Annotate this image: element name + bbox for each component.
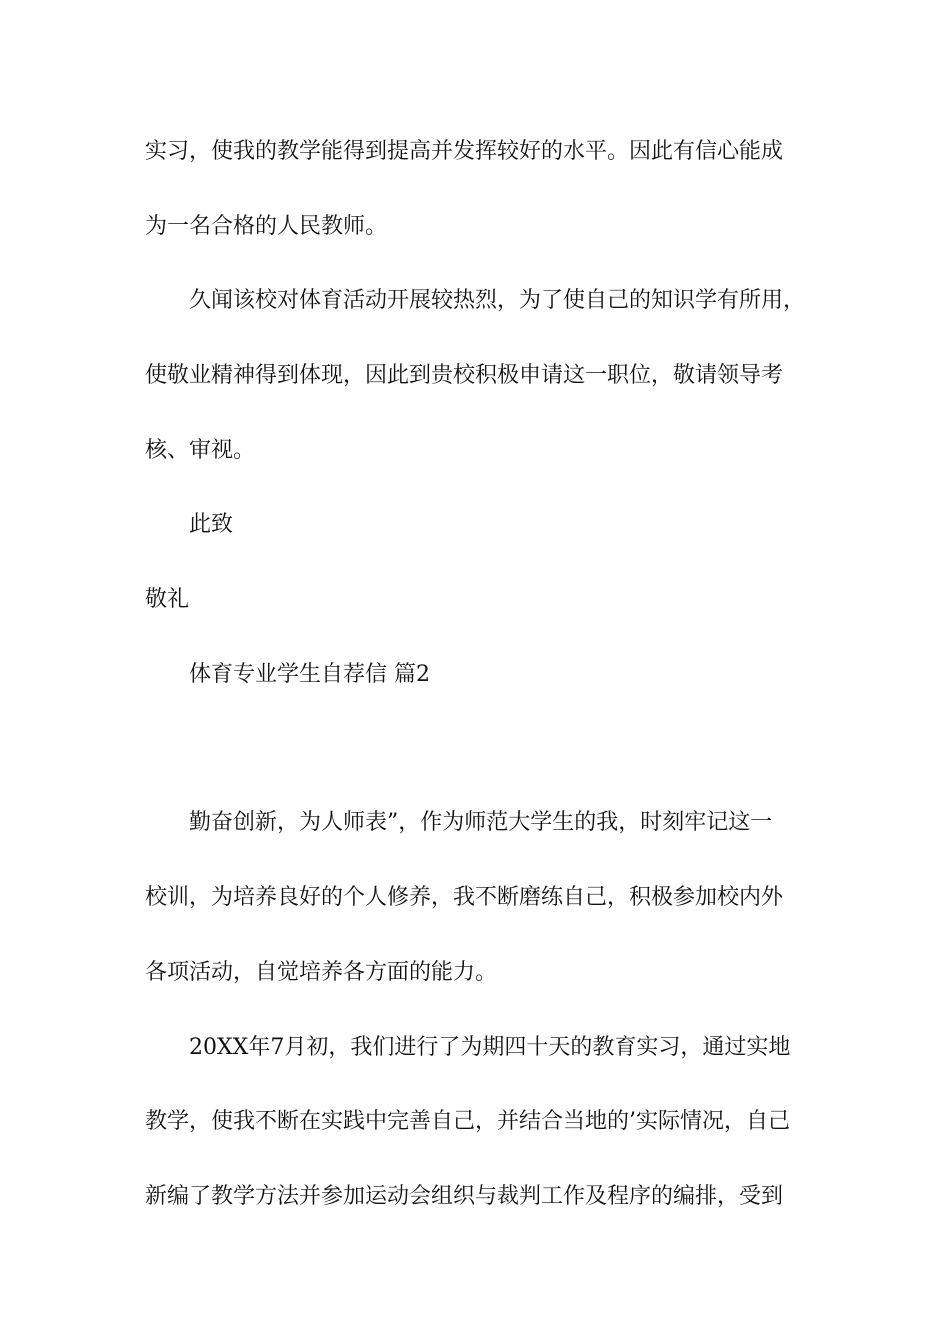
paragraph-line: 20XX年7月初，我们进行了为期四十天的教育实习，通过实地 <box>189 1035 791 1060</box>
paragraph-line: 使敬业精神得到体现，因此到贵校积极申请这一职位，敬请领导考 <box>145 363 784 388</box>
closing-regards: 敬礼 <box>145 587 190 612</box>
paragraph-line: 勤奋创新，为人师表”，作为师范大学生的我，时刻牢记这一 <box>189 810 773 835</box>
paragraph-line: 各项活动，自觉培养各方面的能力。 <box>145 960 498 985</box>
paragraph-line: 为一名合格的人民教师。 <box>145 214 388 239</box>
paragraph-line: 久闻该校对体育活动开展较热烈，为了使自己的知识学有所用， <box>189 288 806 313</box>
paragraph-line: 新编了教学方法并参加运动会组织与裁判工作及程序的编排，受到 <box>145 1184 784 1209</box>
paragraph-line: 核、审视。 <box>145 438 256 463</box>
closing-salutation: 此致 <box>189 512 234 537</box>
paragraph-line: 教学，使我不断在实践中完善自己，并结合当地的’实际情况，自己 <box>145 1109 790 1134</box>
section-heading: 体育专业学生自荐信 篇2 <box>189 662 430 687</box>
paragraph-line: 实习，使我的教学能得到提高并发挥较好的水平。因此有信心能成 <box>145 139 784 164</box>
paragraph-line: 校训，为培养良好的个人修养，我不断磨练自己，积极参加校内外 <box>145 885 784 910</box>
